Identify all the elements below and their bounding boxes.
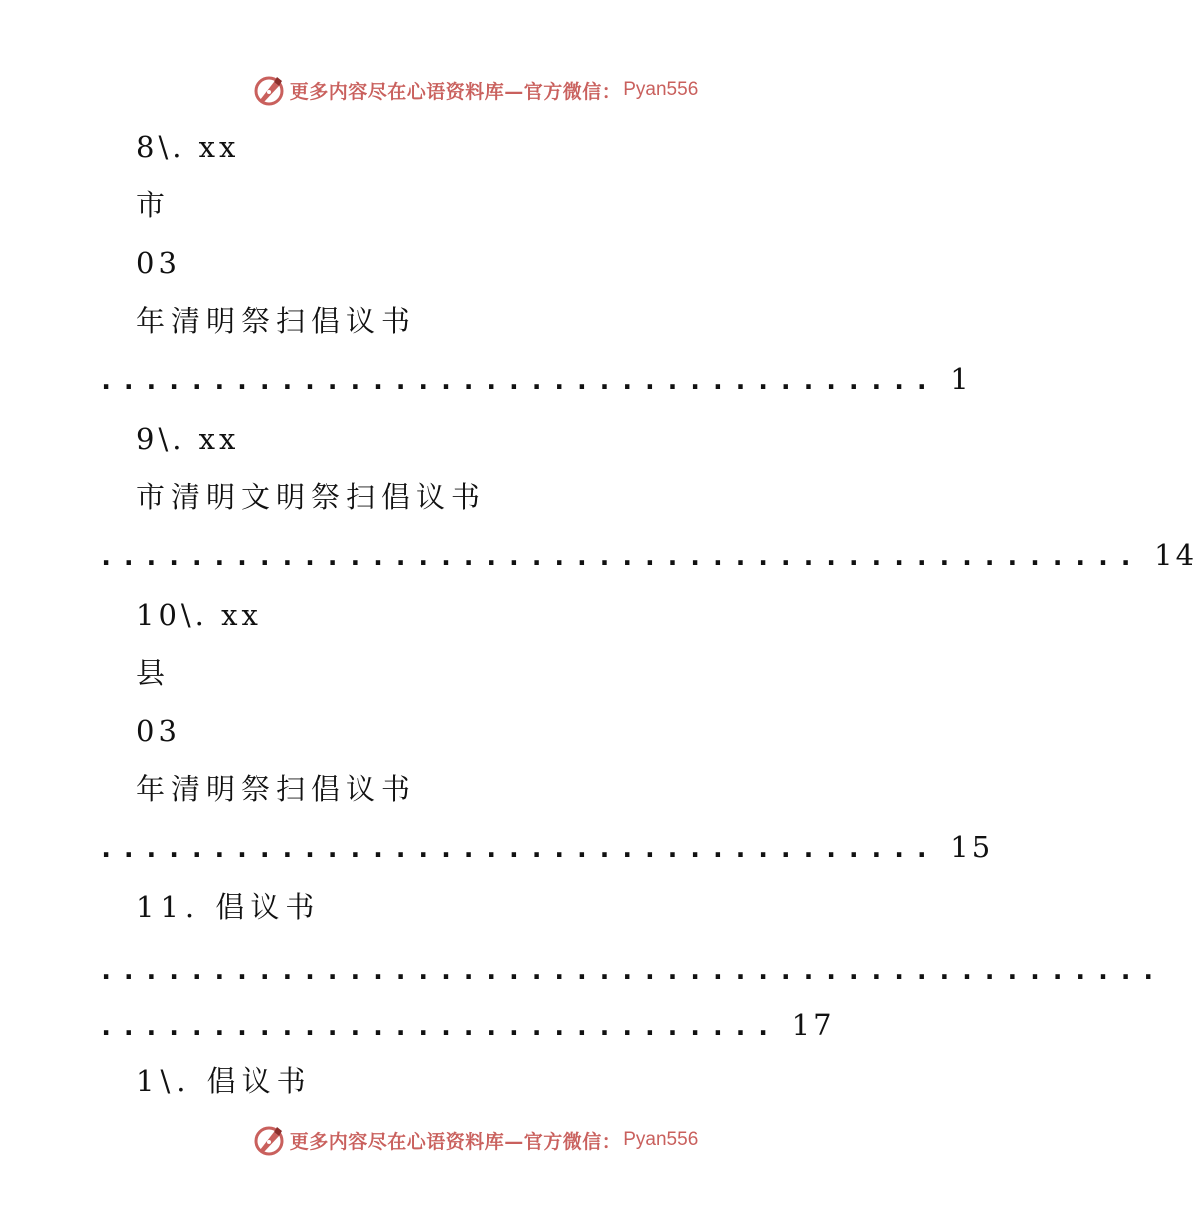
toc-entry-11-leader-2 bbox=[98, 1008, 835, 1044]
toc-entry-8-line-a: 市 bbox=[136, 188, 172, 222]
dot-leader: .............................. bbox=[98, 1011, 778, 1042]
section-heading: 1\. 倡议书 bbox=[136, 1064, 312, 1098]
footer-banner bbox=[0, 1122, 950, 1158]
header-banner bbox=[0, 72, 950, 108]
dot-leader: ..................................... bbox=[98, 365, 937, 396]
toc-entry-8-leader bbox=[98, 362, 972, 398]
toc-entry-9-leader bbox=[98, 538, 1197, 574]
toc-entry-10-line-b: 03 bbox=[136, 714, 181, 748]
toc-entry-9-number: 9\. xx bbox=[136, 422, 240, 456]
banner-wechat-id: Pyan556 bbox=[623, 79, 699, 100]
dot-leader: ..................................... bbox=[98, 833, 937, 864]
dot-leader: ............................................... bbox=[98, 955, 1163, 986]
toc-entry-11-title: 11. 倡议书 bbox=[136, 890, 321, 924]
toc-entry-10-number: 10\. xx bbox=[136, 598, 262, 632]
banner-text: 更多内容尽在心语资料库—官方微信： bbox=[289, 80, 622, 103]
banner-text: 更多内容尽在心语资料库—官方微信： bbox=[289, 1130, 622, 1153]
toc-entry-8-title: 年清明祭扫倡议书 bbox=[136, 304, 417, 338]
pen-logo-icon bbox=[252, 73, 286, 107]
toc-entry-9-title: 市清明文明祭扫倡议书 bbox=[136, 480, 487, 514]
dot-leader: .............................................. bbox=[98, 541, 1141, 572]
toc-entry-8-line-b: 03 bbox=[136, 246, 181, 280]
toc-entry-8-page: 1 bbox=[950, 362, 972, 396]
toc-entry-10-leader bbox=[98, 830, 993, 866]
toc-entry-10-page: 15 bbox=[950, 830, 994, 864]
pen-logo-icon bbox=[252, 1123, 286, 1157]
toc-entry-8-number: 8\. xx bbox=[136, 130, 240, 164]
toc-entry-10-title: 年清明祭扫倡议书 bbox=[136, 772, 417, 806]
toc-entry-9-page: 14 bbox=[1154, 538, 1197, 572]
toc-entry-10-line-a: 县 bbox=[136, 656, 172, 690]
toc-entry-11-leader-1 bbox=[98, 954, 1163, 988]
banner-wechat-id: Pyan556 bbox=[623, 1129, 699, 1150]
toc-entry-11-page: 17 bbox=[791, 1008, 835, 1042]
